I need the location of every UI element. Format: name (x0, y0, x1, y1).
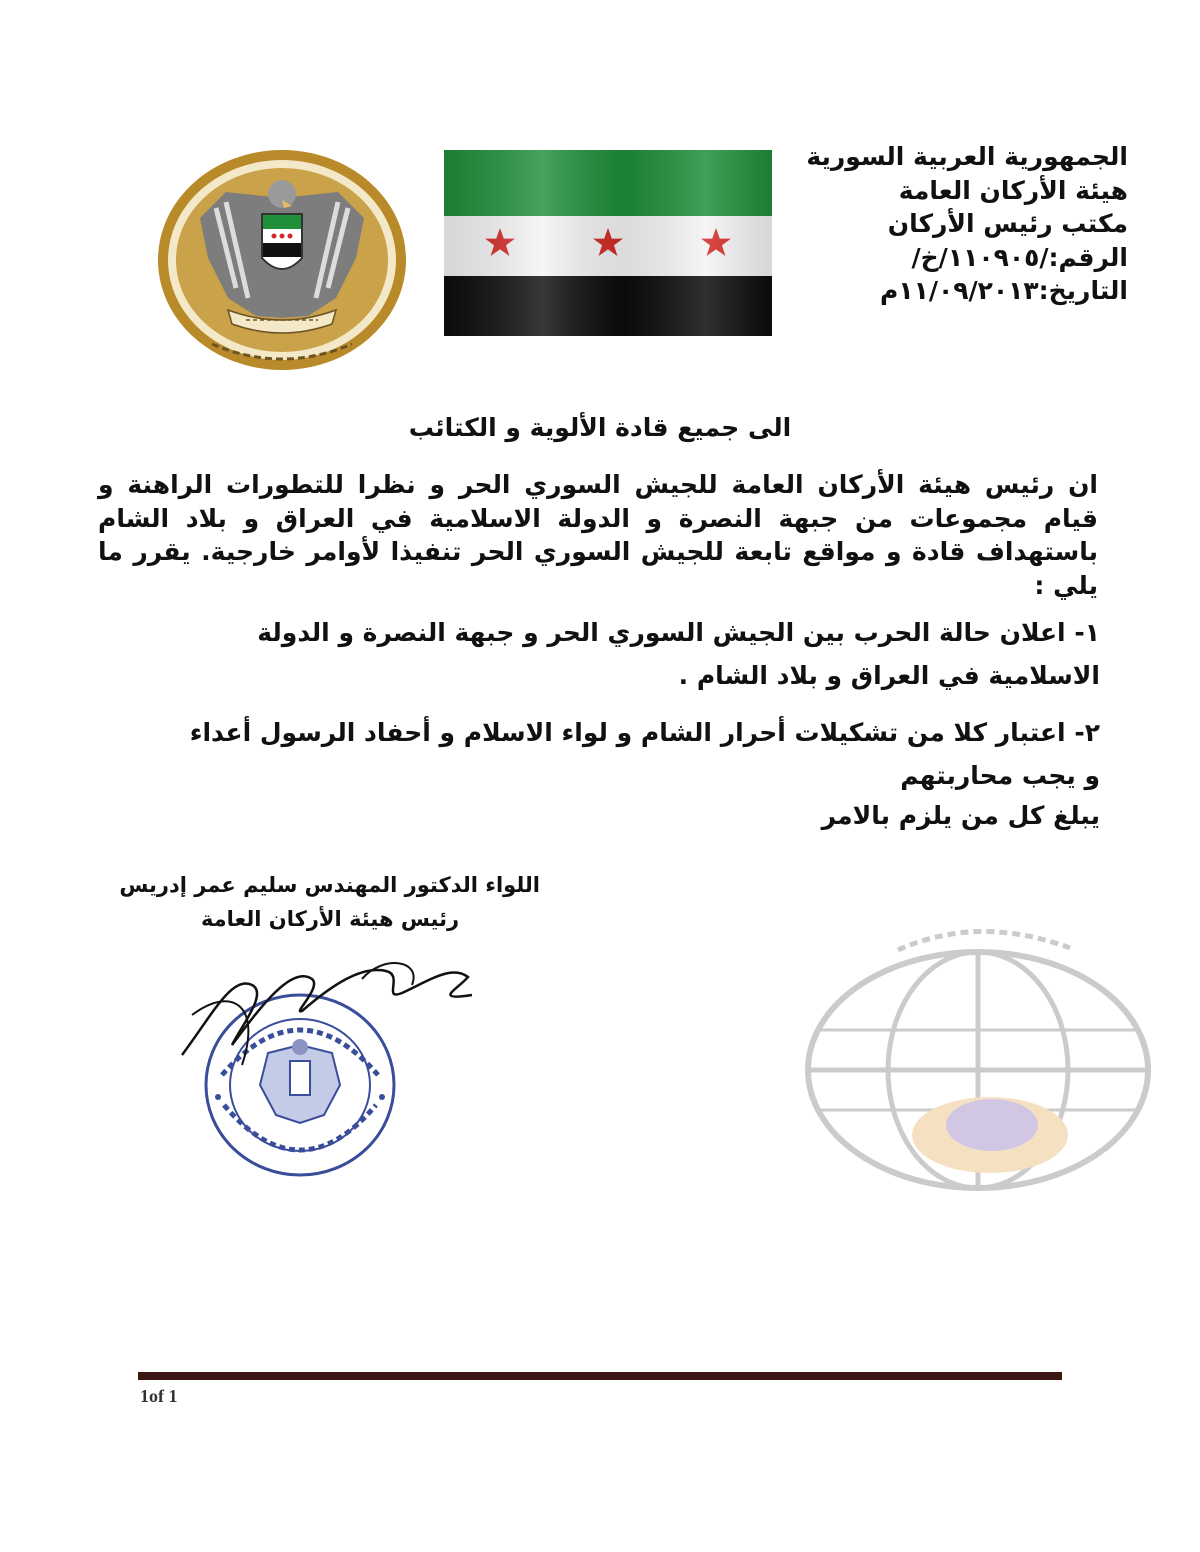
decision-number: ٢- (1074, 718, 1100, 747)
country-name: الجمهورية العربية السورية (806, 142, 1128, 171)
decision-item (180, 612, 1100, 697)
decision-number: ١- (1074, 618, 1100, 647)
decision-item (180, 712, 1100, 797)
closing-line: يبلغ كل من يلزم بالامر (821, 801, 1100, 830)
official-stamp-with-signature-icon (172, 945, 492, 1185)
authority-name: هيئة الأركان العامة (898, 175, 1128, 205)
decision-text: اعتبار كلا من تشكيلات أحرار الشام و لواء الاسلام و أحفاد الرسول أعداء و يجب محاربتهم (189, 718, 1100, 790)
page-number: 1of 1 (140, 1386, 178, 1406)
document-date: التاريخ:١١/٠٩/٢٠١٣م (879, 276, 1128, 305)
signatory-title: رئيس هيئة الأركان العامة (200, 907, 460, 931)
reference-number: الرقم:/١١٠٩٠٥/خ/ (911, 242, 1128, 272)
footer-rule (138, 1372, 1062, 1380)
signatory-name: اللواء الدكتور المهندس سليم عمر إدريس (119, 873, 540, 897)
syrian-independence-flag-icon (444, 150, 772, 336)
decision-text: اعلان حالة الحرب بين الجيش السوري الحر و جبهة النصرة و الدولة الاسلامية في العراق و بلاد الشام . (257, 618, 1100, 690)
globe-book-watermark-icon (780, 920, 1175, 1205)
salutation: الى جميع قادة الألوية و الكتائب (408, 413, 792, 442)
office-name: مكتب رئيس الأركان (887, 209, 1128, 238)
intro-paragraph: ان رئيس هيئة الأركان العامة للجيش السوري الحر و نظرا للتطورات الراهنة و قيام مجموعات من جبهة النصرة و الدولة الاسلامية في العراق و بلاد الشام باستهداف قادة و مواقع تابعة للجيش السوري الحر تنفيذا لأوامر خارجية. يقرر ما يلي : (98, 470, 1098, 600)
eagle-emblem-seal-icon (156, 148, 408, 372)
letterhead (806, 140, 1128, 308)
